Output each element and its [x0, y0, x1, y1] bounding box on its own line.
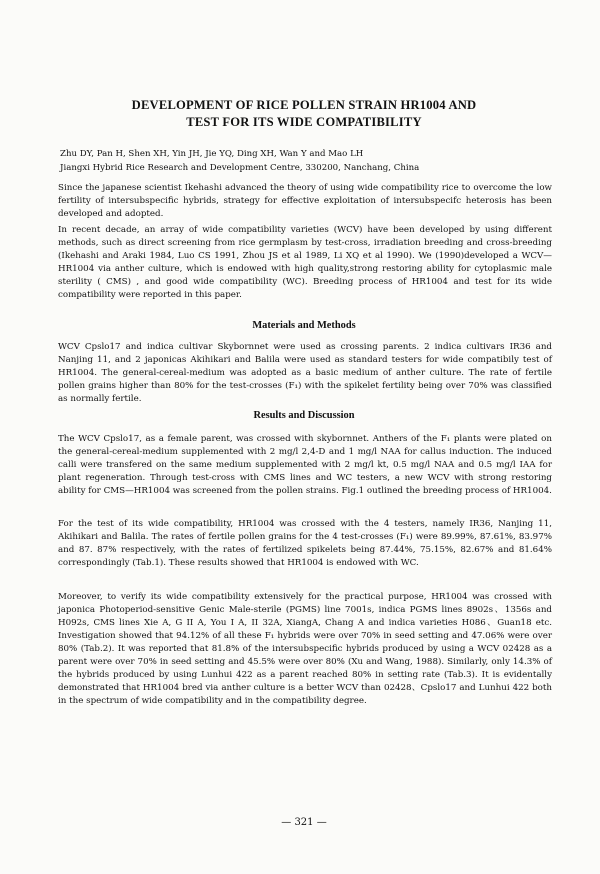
page-number: — 321 —: [281, 817, 327, 828]
results-paragraph-1: The WCV Cpslo17, as a female parent, was crossed with skybornnet. Anthers of the F₁ plants were plated on the general-cereal-medium supplemented with 2 mg/l 2,4-D and 1 mg/l NAA for callus induction. The induced calli were transfered on the same medium supplemented with 2 mg/l kt, 0.5 mg/l NAA and 0.5 mg/l IAA for plant regeneration. Through test-cross with CMS lines and WC testers, a new WCV with strong restoring ability for CMS—HR1004 was screened from the pollen strains. Fig.1 outlined the breeding process of HR1004.: [58, 434, 552, 496]
author-block: [60, 147, 554, 175]
intro-paragraph-2: In recent decade, an array of wide compatibility varieties (WCV) have been developed by using different methods, such as direct screening from rice germplasm by test-cross, irradiation breeding and cross-breeding (Ikehashi and Araki 1984, Luo CS 1991, Zhou JS et al 1989, Li XQ et al 1990). We (1990)developed a WCV—HR1004 via anther culture, which is endowed with high quality,strong restoring ability for cytoplasmic male sterility ( CMS) , and good wide compatibility (WC). Breeding process of HR1004 and test for its wide compatibility were reported in this paper.: [58, 225, 552, 300]
results-paragraph-3: Moreover, to verify its wide compatibility extensively for the practical purpose, HR1004 was crossed with japonica Photoperiod-sensitive Genic Male-sterile (PGMS) line 7001s, indica PGMS lines 8902s、1356s and H092s, CMS lines Xie A, G II A, You I A, II 32A, XiangA, Chang A and indica varieties H086、Guan18 etc. Investigation showed that 94.12% of all these F₁ hybrids were over 70% in seed setting and 47.06% were over 80% (Tab.2). It was reported that 81.8% of the intersubspecific hybrids produced by using a WCV 02428 as a parent were over 70% in seed setting and 45.5% were over 80% (Xu and Wang, 1988). Similarly, only 14.3% of the hybrids produced by using Lunhui 422 as a parent reached 80% in setting rate (Tab.3). It is evidentally demonstrated that HR1004 bred via anther culture is a better WCV than 02428、Cpslo17 and Lunhui 422 both in the spectrum of wide compatibility and in the compatibility degree.: [58, 592, 552, 706]
affiliation: Jiangxi Hybrid Rice Research and Development Centre, 330200, Nanchang, China: [60, 163, 420, 173]
title-line-2: TEST FOR ITS WIDE COMPATIBILITY: [186, 115, 422, 129]
paper-title: [54, 97, 554, 131]
title-line-1: DEVELOPMENT OF RICE POLLEN STRAIN HR1004 AND: [131, 98, 477, 112]
results-heading: Results and Discussion: [253, 410, 355, 421]
intro-paragraph-1: Since the japanese scientist Ikehashi advanced the theory of using wide compatibility rice to overcome the low fertility of intersubspecific hybrids, strategy for effective exploitation of intersubspecifc heterosis has been developed and adopted.: [58, 183, 552, 219]
author-list: Zhu DY, Pan H, Shen XH, Yin JH, Jie YQ, Ding XH, Wan Y and Mao LH: [60, 149, 364, 159]
methods-heading: Materials and Methods: [252, 320, 356, 331]
results-paragraph-2: For the test of its wide compatibility, HR1004 was crossed with the 4 testers, namely IR36, Nanjing 11, Akihikari and Balila. The rates of fertile pollen grains for the 4 test-crosses (F₁) were 89.99%, 87.61%, 83.97% and 87. 87% respectively, with the rates of fertilized spikelets being 87.44%, 75.15%, 82.67% and 81.64% correspondingly (Tab.1). These results showed that HR1004 is endowed with WC.: [58, 519, 552, 568]
methods-paragraph: WCV Cpslo17 and indica cultivar Skybornnet were used as crossing parents. 2 indica cultivars IR36 and Nanjing 11, and 2 japonicas Akihikari and Balila were used as standard testers for wide compatibily test of HR1004. The general-cereal-medium was adopted as a basic medium of anther culture. The rate of fertile pollen grains higher than 80% for the test-crosses (F₁) with the spikelet fertility being over 70% was classified as normally fertile.: [58, 342, 552, 404]
